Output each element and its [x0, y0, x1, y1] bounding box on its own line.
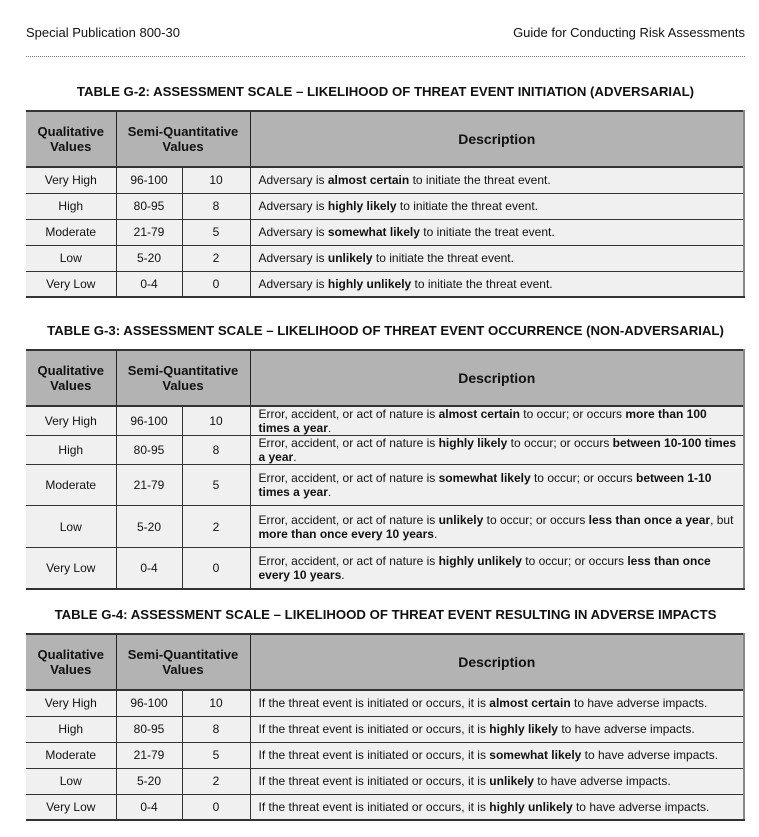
qualitative-value: Very High — [26, 167, 116, 193]
description-text: to occur; or occurs — [530, 471, 637, 485]
semi-quantitative-range: 21-79 — [116, 465, 182, 506]
table-row — [26, 271, 744, 297]
description-text: to occur; or occurs — [483, 512, 589, 527]
header-qualitative: Qualitative Values — [26, 350, 116, 406]
semi-quantitative-score: 2 — [182, 768, 250, 794]
description-text: to occur; or occurs — [519, 407, 626, 421]
description-cell — [250, 690, 744, 716]
semi-quantitative-score: 2 — [182, 245, 250, 271]
description-text: to have adverse impacts. — [572, 799, 710, 814]
semi-quantitative-range: 5-20 — [116, 245, 182, 271]
semi-quantitative-range: 0-4 — [116, 271, 182, 297]
description-text: to have adverse impacts. — [533, 774, 671, 788]
header-semi-quantitative: Semi-Quantitative Values — [116, 634, 250, 690]
table-g4-caption: TABLE G-4: ASSESSMENT SCALE – LIKELIHOOD OF THREAT EVENT RESULTING IN ADVERSE IMPACTS — [54, 607, 717, 622]
description-emphasis: somewhat likely — [489, 748, 582, 762]
description-cell — [250, 794, 744, 820]
description-text: . — [293, 450, 297, 464]
table-g3 — [26, 349, 745, 590]
semi-quantitative-range: 80-95 — [116, 193, 182, 219]
description-text: Error, accident, or act of nature is — [258, 471, 439, 485]
description-emphasis: between 1-10 times a year — [258, 471, 712, 499]
qualitative-value: High — [26, 716, 116, 742]
table-row — [26, 193, 744, 219]
semi-quantitative-score: 10 — [182, 690, 250, 716]
semi-quantitative-range: 96-100 — [116, 167, 182, 193]
description-text: If the threat event is initiated or occurs, it is — [258, 748, 490, 762]
header-qualitative: Qualitative Values — [26, 634, 116, 690]
description-emphasis: unlikely — [489, 774, 534, 788]
description-cell — [250, 768, 744, 794]
description-emphasis: somewhat likely — [327, 225, 420, 239]
header-description: Description — [250, 350, 744, 406]
description-emphasis: less than once a year — [588, 512, 711, 527]
table-row — [26, 436, 744, 465]
qualitative-value: Moderate — [26, 219, 116, 245]
description-text: If the threat event is initiated or occurs, it is — [258, 722, 490, 736]
table-row — [26, 794, 744, 820]
semi-quantitative-range: 0-4 — [116, 548, 182, 589]
description-cell — [250, 245, 744, 271]
description-text: to initiate the threat event. — [409, 173, 551, 188]
description-emphasis: somewhat likely — [438, 471, 531, 485]
description-text: to occur; or occurs — [521, 553, 628, 568]
qualitative-value: High — [26, 193, 116, 219]
description-text: Adversary is — [258, 173, 328, 188]
table-row — [26, 406, 744, 436]
description-text: If the threat event is initiated or occurs, it is — [258, 696, 490, 711]
description-cell — [250, 193, 744, 219]
description-text: . — [327, 485, 332, 499]
description-text: Adversary is — [258, 276, 328, 291]
table-row — [26, 245, 744, 271]
description-text: . — [341, 567, 345, 582]
semi-quantitative-range: 96-100 — [116, 406, 182, 436]
table-row — [26, 167, 744, 193]
table-row — [26, 716, 744, 742]
semi-quantitative-range: 21-79 — [116, 742, 182, 768]
description-emphasis: less than once every 10 years — [258, 553, 711, 582]
qualitative-value: Very High — [26, 690, 116, 716]
description-text: . — [433, 526, 438, 541]
semi-quantitative-score: 8 — [182, 716, 250, 742]
description-text: to initiate the threat event. — [396, 199, 538, 213]
description-emphasis: between 10-100 times a year — [258, 436, 737, 464]
description-cell — [250, 716, 744, 742]
qualitative-value: Very Low — [26, 271, 116, 297]
semi-quantitative-score: 5 — [182, 219, 250, 245]
description-cell — [250, 742, 744, 768]
table-row — [26, 219, 744, 245]
description-cell — [250, 436, 744, 465]
qualitative-value: Low — [26, 768, 116, 794]
description-text: to initiate the threat event. — [411, 276, 553, 291]
description-emphasis: unlikely — [327, 251, 373, 265]
description-text: to initiate the treat event. — [419, 225, 555, 239]
semi-quantitative-range: 5-20 — [116, 768, 182, 794]
semi-quantitative-score: 0 — [182, 794, 250, 820]
semi-quantitative-score: 10 — [182, 406, 250, 436]
semi-quantitative-score: 2 — [182, 506, 250, 548]
description-cell — [250, 465, 744, 506]
header-description: Description — [250, 111, 744, 167]
description-text: to initiate the threat event. — [372, 251, 514, 265]
qualitative-value: Very Low — [26, 548, 116, 589]
semi-quantitative-score: 10 — [182, 167, 250, 193]
description-text: , but — [710, 512, 734, 527]
description-emphasis: almost certain — [489, 696, 571, 711]
table-g2-caption: TABLE G-2: ASSESSMENT SCALE – LIKELIHOOD OF THREAT EVENT INITIATION (ADVERSARIAL) — [76, 84, 695, 99]
table-g2 — [26, 110, 745, 298]
semi-quantitative-range: 80-95 — [116, 716, 182, 742]
semi-quantitative-range: 5-20 — [116, 506, 182, 548]
semi-quantitative-score: 8 — [182, 436, 250, 465]
description-cell — [250, 406, 744, 436]
description-text: . — [327, 421, 332, 435]
description-cell — [250, 506, 744, 548]
qualitative-value: Very High — [26, 406, 116, 436]
semi-quantitative-score: 0 — [182, 548, 250, 589]
description-emphasis: almost certain — [327, 173, 410, 188]
header-publication: Special Publication 800-30 — [26, 25, 180, 40]
header-semi-quantitative: Semi-Quantitative Values — [116, 350, 250, 406]
semi-quantitative-range: 80-95 — [116, 436, 182, 465]
description-text: Adversary is — [258, 251, 328, 265]
header-qualitative: Qualitative Values — [26, 111, 116, 167]
description-text: If the threat event is initiated or occurs, it is — [258, 774, 490, 788]
header-description: Description — [250, 634, 744, 690]
header-semi-quantitative: Semi-Quantitative Values — [116, 111, 250, 167]
description-emphasis: unlikely — [438, 512, 484, 527]
qualitative-value: High — [26, 436, 116, 465]
description-text: Error, accident, or act of nature is — [258, 436, 439, 450]
description-emphasis: more than 100 times a year — [258, 407, 707, 435]
header-divider — [26, 56, 745, 57]
table-row — [26, 690, 744, 716]
qualitative-value: Moderate — [26, 742, 116, 768]
semi-quantitative-score: 8 — [182, 193, 250, 219]
description-emphasis: highly unlikely — [438, 553, 522, 568]
semi-quantitative-range: 21-79 — [116, 219, 182, 245]
page-header — [26, 25, 745, 40]
table-row — [26, 465, 744, 506]
description-text: If the threat event is initiated or occurs, it is — [258, 799, 490, 814]
description-emphasis: highly unlikely — [489, 799, 573, 814]
table-row — [26, 548, 744, 589]
semi-quantitative-range: 0-4 — [116, 794, 182, 820]
description-text: to have adverse impacts. — [570, 696, 708, 711]
description-emphasis: highly likely — [327, 199, 397, 213]
description-cell — [250, 548, 744, 589]
table-g4 — [26, 633, 745, 821]
semi-quantitative-range: 96-100 — [116, 690, 182, 716]
table-row — [26, 768, 744, 794]
header-title: Guide for Conducting Risk Assessments — [513, 25, 745, 40]
semi-quantitative-score: 5 — [182, 742, 250, 768]
qualitative-value: Very Low — [26, 794, 116, 820]
description-text: to have adverse impacts. — [581, 748, 719, 762]
description-emphasis: highly likely — [489, 722, 558, 736]
description-cell — [250, 271, 744, 297]
description-emphasis: highly likely — [438, 436, 508, 450]
description-emphasis: almost certain — [438, 407, 520, 421]
description-cell — [250, 219, 744, 245]
description-text: Error, accident, or act of nature is — [258, 512, 439, 527]
qualitative-value: Low — [26, 506, 116, 548]
table-row — [26, 742, 744, 768]
description-text: to have adverse impacts. — [557, 722, 695, 736]
description-emphasis: more than once every 10 years — [258, 526, 434, 541]
description-text: to occur; or occurs — [507, 436, 613, 450]
qualitative-value: Moderate — [26, 465, 116, 506]
description-text: Adversary is — [258, 225, 328, 239]
qualitative-value: Low — [26, 245, 116, 271]
table-row — [26, 506, 744, 548]
description-emphasis: highly unlikely — [327, 276, 412, 291]
semi-quantitative-score: 0 — [182, 271, 250, 297]
description-cell — [250, 167, 744, 193]
table-g3-caption: TABLE G-3: ASSESSMENT SCALE – LIKELIHOOD OF THREAT EVENT OCCURRENCE (NON-ADVERSARIAL) — [47, 323, 724, 338]
description-text: Adversary is — [258, 199, 328, 213]
description-text: Error, accident, or act of nature is — [258, 407, 439, 421]
semi-quantitative-score: 5 — [182, 465, 250, 506]
description-text: Error, accident, or act of nature is — [258, 553, 439, 568]
